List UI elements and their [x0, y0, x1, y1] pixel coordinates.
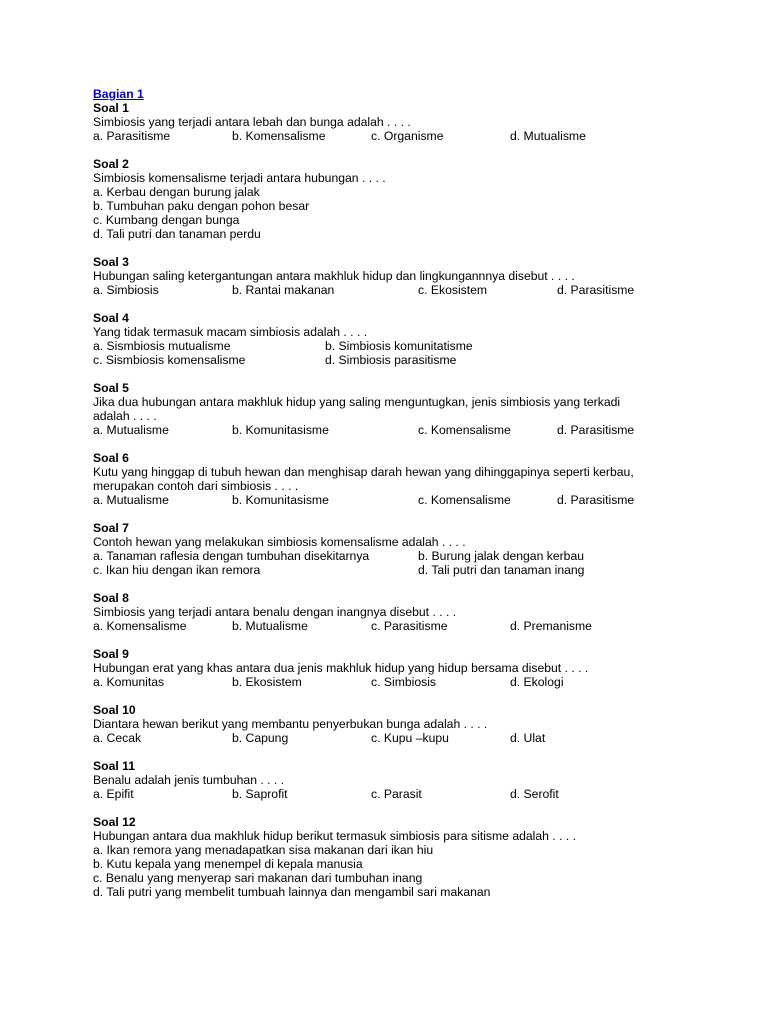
question-text: Contoh hewan yang melakukan simbiosis komensalisme adalah . . . . — [93, 535, 466, 549]
answer-option: a. Mutualisme — [93, 493, 169, 507]
answer-option: d. Ekologi — [510, 675, 564, 689]
answer-option: b. Burung jalak dengan kerbau — [418, 549, 585, 563]
question-title: Soal 2 — [93, 157, 129, 171]
question-text: Kutu yang hinggap di tubuh hewan dan menghisap darah hewan yang dihinggapinya seperti kerbau, — [93, 465, 634, 479]
question-text: Hubungan saling ketergantungan antara makhluk hidup dan lingkungannnya disebut . . . . — [93, 269, 575, 283]
question-title: Soal 1 — [93, 101, 129, 115]
answer-option: d. Tali putri dan tanaman inang — [418, 563, 585, 577]
question-text: Simbiosis yang terjadi antara lebah dan bunga adalah . . . . — [93, 115, 411, 129]
answer-option: a. Tanaman raflesia dengan tumbuhan disekitarnya — [93, 549, 370, 563]
question-title: Soal 6 — [93, 451, 129, 465]
answer-option: d. Tali putri yang membelit tumbuah lainnya dan mengambil sari makanan — [93, 885, 491, 899]
question-text: Jika dua hubungan antara makhluk hidup yang saling menguntugkan, jenis simbiosis yang terkadi — [93, 395, 621, 409]
answer-option: b. Rantai makanan — [232, 283, 335, 297]
answer-option: c. Komensalisme — [418, 423, 511, 437]
answer-option: d. Simbiosis parasitisme — [325, 353, 457, 367]
answer-option: d. Premanisme — [510, 619, 592, 633]
answer-option: a. Parasitisme — [93, 129, 171, 143]
question-title: Soal 8 — [93, 591, 129, 605]
answer-option: a. Cecak — [93, 731, 142, 745]
answer-option: d. Serofit — [510, 787, 559, 801]
answer-option: b. Komensalisme — [232, 129, 326, 143]
question-text: Benalu adalah jenis tumbuhan . . . . — [93, 773, 285, 787]
answer-option: c. Kumbang dengan bunga — [93, 213, 240, 227]
answer-option: c. Ikan hiu dengan ikan remora — [93, 563, 261, 577]
answer-option: d. Tali putri dan tanaman perdu — [93, 227, 261, 241]
answer-option: c. Organisme — [371, 129, 444, 143]
answer-option: d. Parasitisme — [557, 493, 635, 507]
question-title: Soal 10 — [93, 703, 136, 717]
answer-option: a. Komunitas — [93, 675, 165, 689]
answer-option: a. Komensalisme — [93, 619, 187, 633]
answer-option: c. Sismbiosis komensalisme — [93, 353, 246, 367]
answer-option: c. Kupu –kupu — [371, 731, 449, 745]
answer-option: d. Mutualisme — [510, 129, 586, 143]
answer-option: d. Parasitisme — [557, 423, 635, 437]
answer-option: d. Ulat — [510, 731, 546, 745]
question-text: Hubungan antara dua makhluk hidup berikut termasuk simbiosis para sitisme adalah . . . . — [93, 829, 577, 843]
answer-option: a. Ikan remora yang menadapatkan sisa makanan dari ikan hiu — [93, 843, 434, 857]
question-title: Soal 5 — [93, 381, 129, 395]
answer-option: b. Komunitasisme — [232, 423, 329, 437]
question-text: merupakan contoh dari simbiosis . . . . — [93, 479, 299, 493]
answer-option: c. Parasitisme — [371, 619, 448, 633]
answer-option: b. Mutualisme — [232, 619, 308, 633]
question-title: Soal 11 — [93, 759, 136, 773]
question-title: Soal 4 — [93, 311, 129, 325]
section-link[interactable]: Bagian 1 — [93, 87, 144, 101]
answer-option: c. Ekosistem — [418, 283, 488, 297]
answer-option: c. Parasit — [371, 787, 422, 801]
answer-option: b. Komunitasisme — [232, 493, 329, 507]
answer-option: b. Saprofit — [232, 787, 288, 801]
question-text: Simbiosis komensalisme terjadi antara hubungan . . . . — [93, 171, 386, 185]
answer-option: b. Capung — [232, 731, 289, 745]
answer-option: a. Kerbau dengan burung jalak — [93, 185, 260, 199]
question-title: Soal 9 — [93, 647, 129, 661]
answer-option: d. Parasitisme — [557, 283, 635, 297]
answer-option: b. Kutu kepala yang menempel di kepala manusia — [93, 857, 363, 871]
answer-option: b. Simbiosis komunitatisme — [325, 339, 473, 353]
question-text: Simbiosis yang terjadi antara benalu dengan inangnya disebut . . . . — [93, 605, 457, 619]
answer-option: c. Benalu yang menyerap sari makanan dari tumbuhan inang — [93, 871, 423, 885]
question-title: Soal 12 — [93, 815, 136, 829]
answer-option: b. Tumbuhan paku dengan pohon besar — [93, 199, 310, 213]
answer-option: a. Epifit — [93, 787, 134, 801]
question-text: Diantara hewan berikut yang membantu penyerbukan bunga adalah . . . . — [93, 717, 488, 731]
question-text: adalah . . . . — [93, 409, 157, 423]
question-title: Soal 3 — [93, 255, 129, 269]
answer-option: a. Sismbiosis mutualisme — [93, 339, 231, 353]
answer-option: c. Simbiosis — [371, 675, 437, 689]
question-text: Yang tidak termasuk macam simbiosis adalah . . . . — [93, 325, 368, 339]
answer-option: a. Mutualisme — [93, 423, 169, 437]
answer-option: b. Ekosistem — [232, 675, 302, 689]
question-text: Hubungan erat yang khas antara dua jenis makhluk hidup yang hidup bersama disebut . . . . — [93, 661, 589, 675]
answer-option: a. Simbiosis — [93, 283, 159, 297]
question-title: Soal 7 — [93, 521, 129, 535]
answer-option: c. Komensalisme — [418, 493, 511, 507]
